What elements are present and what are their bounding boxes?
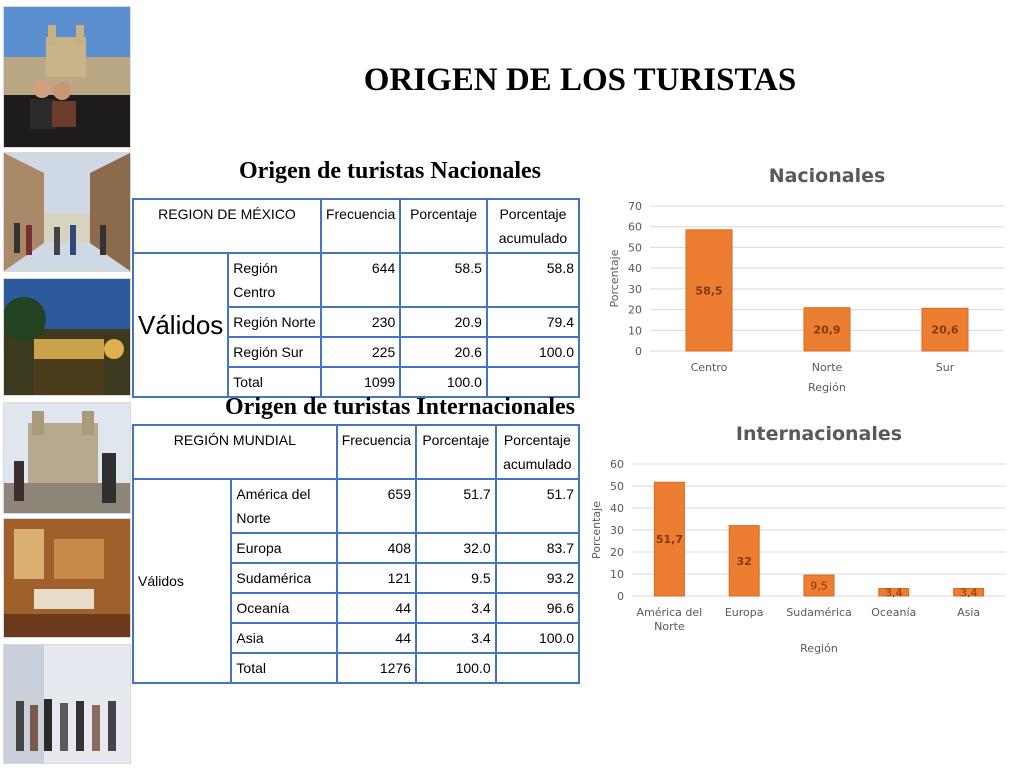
row-label: Total	[231, 653, 336, 683]
data-label: 58,5	[695, 284, 723, 298]
nacionales-table	[132, 198, 580, 398]
x-tick-label: América del Norte	[636, 606, 703, 633]
header-region: REGIÓN MUNDIAL	[133, 425, 337, 479]
y-tick-label: 0	[635, 345, 642, 358]
hotel-room-photo	[3, 518, 131, 638]
row-label: Región Norte	[228, 307, 321, 337]
y-tick-label: 50	[628, 241, 642, 255]
shopping-crowd-photo	[3, 644, 131, 764]
data-label: 3,4	[885, 586, 903, 600]
row-label: Oceanía	[231, 593, 336, 623]
y-tick-label: 10	[628, 324, 642, 338]
header-porcentaje: Porcentaje	[400, 199, 487, 253]
slide-title: ORIGEN DE LOS TURISTAS	[363, 62, 797, 98]
validos-label: Válidos	[133, 253, 228, 397]
nacionales-chart	[596, 160, 1020, 400]
cum-cell: 58.8	[487, 253, 579, 307]
x-tick-label: Centro	[690, 361, 728, 374]
freq-cell: 230	[321, 307, 400, 337]
data-label: 3,4	[959, 586, 978, 600]
colonial-street-photo	[3, 152, 131, 272]
pct-cell: 32.0	[416, 533, 496, 563]
cum-cell: 93.2	[496, 563, 579, 593]
freq-cell: 1276	[337, 653, 416, 683]
cum-cell: 100.0	[496, 623, 579, 653]
x-tick-label: Europa	[724, 606, 764, 619]
validos-label: Válidos	[133, 479, 231, 683]
header-porcentaje: Porcentaje	[416, 425, 496, 479]
freq-cell: 44	[337, 593, 416, 623]
row-label: Región Sur	[228, 337, 321, 367]
header-porcentaje-acumulado: Porcentaje acumulado	[496, 425, 579, 479]
internacionales-table	[132, 424, 580, 684]
header-frecuencia: Frecuencia	[337, 425, 416, 479]
pct-cell: 3.4	[416, 623, 496, 653]
data-label: 20,6	[931, 323, 959, 337]
y-tick-label: 70	[628, 200, 642, 213]
church-plaza-photo	[3, 402, 131, 514]
cum-cell: 83.7	[496, 533, 579, 563]
chart-title: Internacionales	[735, 423, 903, 445]
y-tick-label: 20	[628, 303, 642, 317]
cum-cell	[487, 367, 579, 397]
cum-cell: 79.4	[487, 307, 579, 337]
data-label: 51,7	[655, 533, 683, 547]
freq-cell: 408	[337, 533, 416, 563]
y-tick-label: 50	[610, 480, 624, 493]
pct-cell: 3.4	[416, 593, 496, 623]
header-frecuencia: Frecuencia	[321, 199, 400, 253]
freq-cell: 644	[321, 253, 400, 307]
x-tick-label: Sudamérica	[786, 606, 852, 619]
x-tick-label: Sur	[935, 361, 955, 374]
pct-cell: 51.7	[416, 479, 496, 533]
table-header-row	[133, 199, 579, 253]
x-axis-label: Región	[808, 381, 846, 394]
freq-cell: 44	[337, 623, 416, 653]
data-label: 20,9	[813, 323, 841, 337]
y-tick-label: 10	[610, 568, 624, 581]
freq-cell: 659	[337, 479, 416, 533]
cathedral-square-photo	[3, 6, 131, 148]
y-tick-label: 60	[628, 220, 642, 234]
data-label: 9,5	[810, 579, 828, 593]
pct-cell: 100.0	[416, 653, 496, 683]
row-label: Región Centro	[228, 253, 321, 307]
row-label: Asia	[231, 623, 336, 653]
x-axis-label: Región	[800, 642, 838, 655]
row-label: Total	[228, 367, 321, 397]
internacionales-table-title: Origen de turistas Internacionales	[225, 394, 575, 420]
y-tick-label: 40	[610, 502, 624, 515]
freq-cell: 225	[321, 337, 400, 367]
data-label: 32	[736, 554, 752, 568]
y-tick-label: 0	[617, 590, 624, 603]
x-tick-label: Oceanía	[871, 606, 917, 619]
internacionales-chart	[588, 418, 1020, 664]
y-tick-label: 20	[610, 546, 624, 559]
pct-cell: 20.6	[400, 337, 487, 367]
cum-cell: 51.7	[496, 479, 579, 533]
y-axis-label: Porcentaje	[590, 501, 603, 559]
photo-strip	[3, 6, 131, 764]
table-row	[133, 479, 579, 533]
pct-cell: 58.5	[400, 253, 487, 307]
nacionales-chart-svg	[596, 160, 1020, 400]
table-row	[133, 253, 579, 307]
nacionales-table-title: Origen de turistas Nacionales	[239, 158, 541, 184]
pct-cell: 100.0	[400, 367, 487, 397]
cum-cell	[496, 653, 579, 683]
x-tick-label: Asia	[957, 606, 981, 619]
y-tick-label: 40	[628, 262, 642, 276]
y-axis-label: Porcentaje	[608, 249, 621, 308]
table-header-row	[133, 425, 579, 479]
cum-cell: 96.6	[496, 593, 579, 623]
freq-cell: 1099	[321, 367, 400, 397]
internacionales-chart-svg	[588, 418, 1020, 664]
pct-cell: 20.9	[400, 307, 487, 337]
row-label: América del Norte	[231, 479, 336, 533]
freq-cell: 121	[337, 563, 416, 593]
chart-title: Nacionales	[768, 165, 886, 187]
x-tick-label: Norte	[811, 361, 843, 374]
y-tick-label: 30	[628, 282, 642, 296]
cum-cell: 100.0	[487, 337, 579, 367]
header-region: REGION DE MÉXICO	[133, 199, 321, 253]
row-label: Europa	[231, 533, 336, 563]
y-tick-label: 30	[610, 524, 624, 537]
night-garden-photo	[3, 278, 131, 396]
header-porcentaje-acumulado: Porcentaje acumulado	[487, 199, 579, 253]
y-tick-label: 60	[610, 458, 624, 471]
row-label: Sudamérica	[231, 563, 336, 593]
pct-cell: 9.5	[416, 563, 496, 593]
